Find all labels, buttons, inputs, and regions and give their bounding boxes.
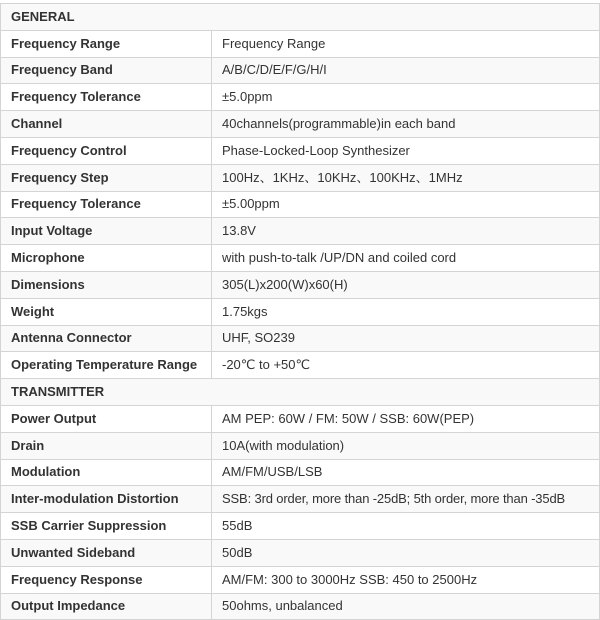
spec-label: Channel [1, 111, 212, 138]
table-row [1, 513, 600, 540]
spec-value: 10A(with modulation) [212, 432, 600, 459]
spec-value: SSB: 3rd order, more than -25dB; 5th order, more than -35dB [212, 486, 600, 513]
section-title: TRANSMITTER [1, 379, 600, 406]
spec-value: 1.75kgs [212, 298, 600, 325]
spec-value: -20℃ to +50℃ [212, 352, 600, 379]
spec-label: Unwanted Sideband [1, 539, 212, 566]
spec-table [0, 3, 600, 620]
spec-label: Input Voltage [1, 218, 212, 245]
table-row [1, 84, 600, 111]
table-row [1, 57, 600, 84]
spec-label: Frequency Control [1, 137, 212, 164]
spec-label: SSB Carrier Suppression [1, 513, 212, 540]
spec-label: Frequency Range [1, 30, 212, 57]
table-row [1, 432, 600, 459]
table-row [1, 352, 600, 379]
spec-label: Power Output [1, 405, 212, 432]
spec-value: Phase-Locked-Loop Synthesizer [212, 137, 600, 164]
spec-value: 13.8V [212, 218, 600, 245]
spec-value: 40channels(programmable)in each band [212, 111, 600, 138]
table-row [1, 30, 600, 57]
spec-label: Frequency Response [1, 566, 212, 593]
spec-label: Dimensions [1, 271, 212, 298]
spec-value: Frequency Range [212, 30, 600, 57]
spec-label: Output Impedance [1, 593, 212, 620]
spec-label: Antenna Connector [1, 325, 212, 352]
spec-value: UHF, SO239 [212, 325, 600, 352]
spec-label: Frequency Band [1, 57, 212, 84]
table-row [1, 164, 600, 191]
table-row [1, 566, 600, 593]
spec-label: Operating Temperature Range [1, 352, 212, 379]
spec-label: Modulation [1, 459, 212, 486]
spec-label: Frequency Step [1, 164, 212, 191]
table-row [1, 459, 600, 486]
table-row [1, 486, 600, 513]
spec-value: AM/FM/USB/LSB [212, 459, 600, 486]
table-row [1, 539, 600, 566]
spec-label: Frequency Tolerance [1, 191, 212, 218]
section-title: GENERAL [1, 4, 600, 31]
spec-value: A/B/C/D/E/F/G/H/I [212, 57, 600, 84]
spec-value: AM/FM: 300 to 3000Hz SSB: 450 to 2500Hz [212, 566, 600, 593]
spec-label: Microphone [1, 245, 212, 272]
spec-label: Weight [1, 298, 212, 325]
spec-label: Drain [1, 432, 212, 459]
spec-value: 55dB [212, 513, 600, 540]
spec-value: 305(L)x200(W)x60(H) [212, 271, 600, 298]
spec-value: ±5.0ppm [212, 84, 600, 111]
section-header-row [1, 379, 600, 406]
table-row [1, 245, 600, 272]
table-row [1, 405, 600, 432]
table-row [1, 298, 600, 325]
spec-value: ±5.00ppm [212, 191, 600, 218]
section-header-row [1, 4, 600, 31]
table-row [1, 137, 600, 164]
table-row [1, 325, 600, 352]
table-row [1, 593, 600, 620]
spec-value: 50dB [212, 539, 600, 566]
table-row [1, 191, 600, 218]
spec-value: AM PEP: 60W / FM: 50W / SSB: 60W(PEP) [212, 405, 600, 432]
table-row [1, 218, 600, 245]
table-row [1, 111, 600, 138]
table-row [1, 271, 600, 298]
spec-label: Frequency Tolerance [1, 84, 212, 111]
spec-value: 50ohms, unbalanced [212, 593, 600, 620]
spec-value: 100Hz、1KHz、10KHz、100KHz、1MHz [212, 164, 600, 191]
spec-label: Inter-modulation Distortion [1, 486, 212, 513]
spec-value: with push-to-talk /UP/DN and coiled cord [212, 245, 600, 272]
